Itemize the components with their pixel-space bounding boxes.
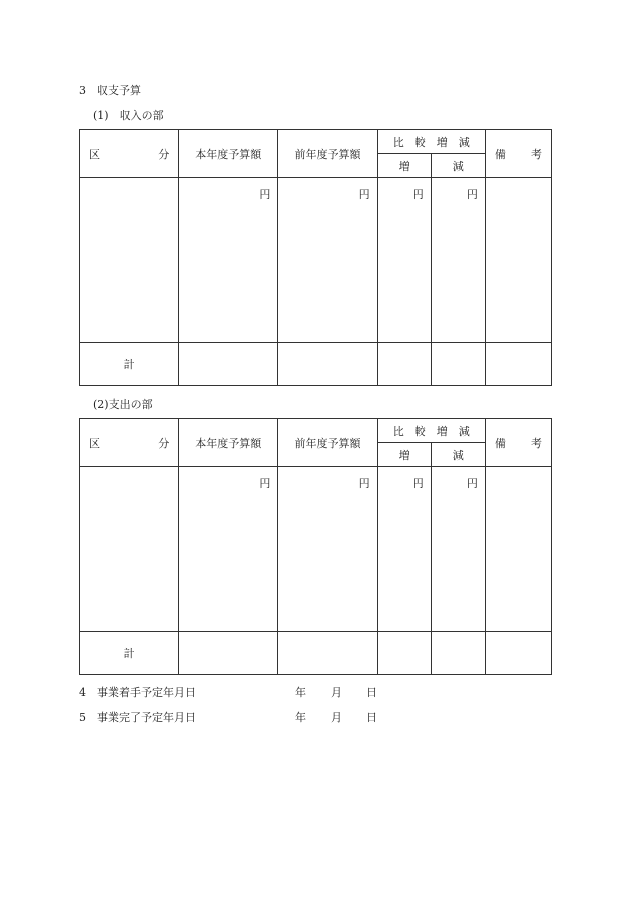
header-decrease: 減 bbox=[431, 154, 485, 178]
header-kubun: 区 分 bbox=[80, 419, 179, 467]
month-label: 月 bbox=[331, 686, 342, 699]
decrease-cell: 円 bbox=[431, 467, 485, 632]
header-this-year-budget: 本年度予算額 bbox=[179, 419, 278, 467]
kubun-cell bbox=[80, 467, 179, 632]
section-5-title: 5 事業完了予定年月日 bbox=[79, 711, 196, 724]
year-label: 年 bbox=[295, 711, 306, 724]
header-comparison: 比 較 増 減 bbox=[377, 130, 485, 154]
total-cell bbox=[485, 343, 551, 386]
day-label: 日 bbox=[366, 686, 377, 699]
increase-cell: 円 bbox=[377, 178, 431, 343]
header-increase: 増 bbox=[377, 443, 431, 467]
day-label: 日 bbox=[366, 711, 377, 724]
header-this-year-budget: 本年度予算額 bbox=[179, 130, 278, 178]
expense-section-label: (2)支出の部 bbox=[93, 398, 153, 411]
header-prev-year-budget: 前年度予算額 bbox=[278, 419, 377, 467]
total-cell bbox=[485, 632, 551, 675]
total-label: 計 bbox=[80, 632, 179, 675]
total-cell bbox=[377, 343, 431, 386]
month-label: 月 bbox=[331, 711, 342, 724]
remarks-cell bbox=[485, 178, 551, 343]
income-section-label: (1) 収入の部 bbox=[93, 109, 164, 122]
end-date-field bbox=[295, 709, 385, 723]
total-cell bbox=[278, 343, 377, 386]
expense-budget-table bbox=[79, 418, 552, 675]
decrease-cell: 円 bbox=[431, 178, 485, 343]
this-year-cell: 円 bbox=[179, 178, 278, 343]
header-remarks: 備 考 bbox=[485, 130, 551, 178]
total-label: 計 bbox=[80, 343, 179, 386]
prev-year-cell: 円 bbox=[278, 467, 377, 632]
total-cell bbox=[431, 343, 485, 386]
header-comparison: 比 較 増 減 bbox=[377, 419, 485, 443]
header-prev-year-budget: 前年度予算額 bbox=[278, 130, 377, 178]
this-year-cell: 円 bbox=[179, 467, 278, 632]
year-label: 年 bbox=[295, 686, 306, 699]
header-increase: 増 bbox=[377, 154, 431, 178]
prev-year-cell: 円 bbox=[278, 178, 377, 343]
header-kubun: 区 分 bbox=[80, 130, 179, 178]
total-cell bbox=[179, 632, 278, 675]
total-cell bbox=[179, 343, 278, 386]
total-cell bbox=[377, 632, 431, 675]
increase-cell: 円 bbox=[377, 467, 431, 632]
income-budget-table bbox=[79, 129, 552, 386]
kubun-cell bbox=[80, 178, 179, 343]
section-4-title: 4 事業着手予定年月日 bbox=[79, 686, 196, 699]
header-decrease: 減 bbox=[431, 443, 485, 467]
header-remarks: 備 考 bbox=[485, 419, 551, 467]
section-3-title: 3 収支予算 bbox=[79, 84, 141, 97]
total-cell bbox=[431, 632, 485, 675]
total-cell bbox=[278, 632, 377, 675]
remarks-cell bbox=[485, 467, 551, 632]
start-date-field bbox=[295, 684, 385, 698]
